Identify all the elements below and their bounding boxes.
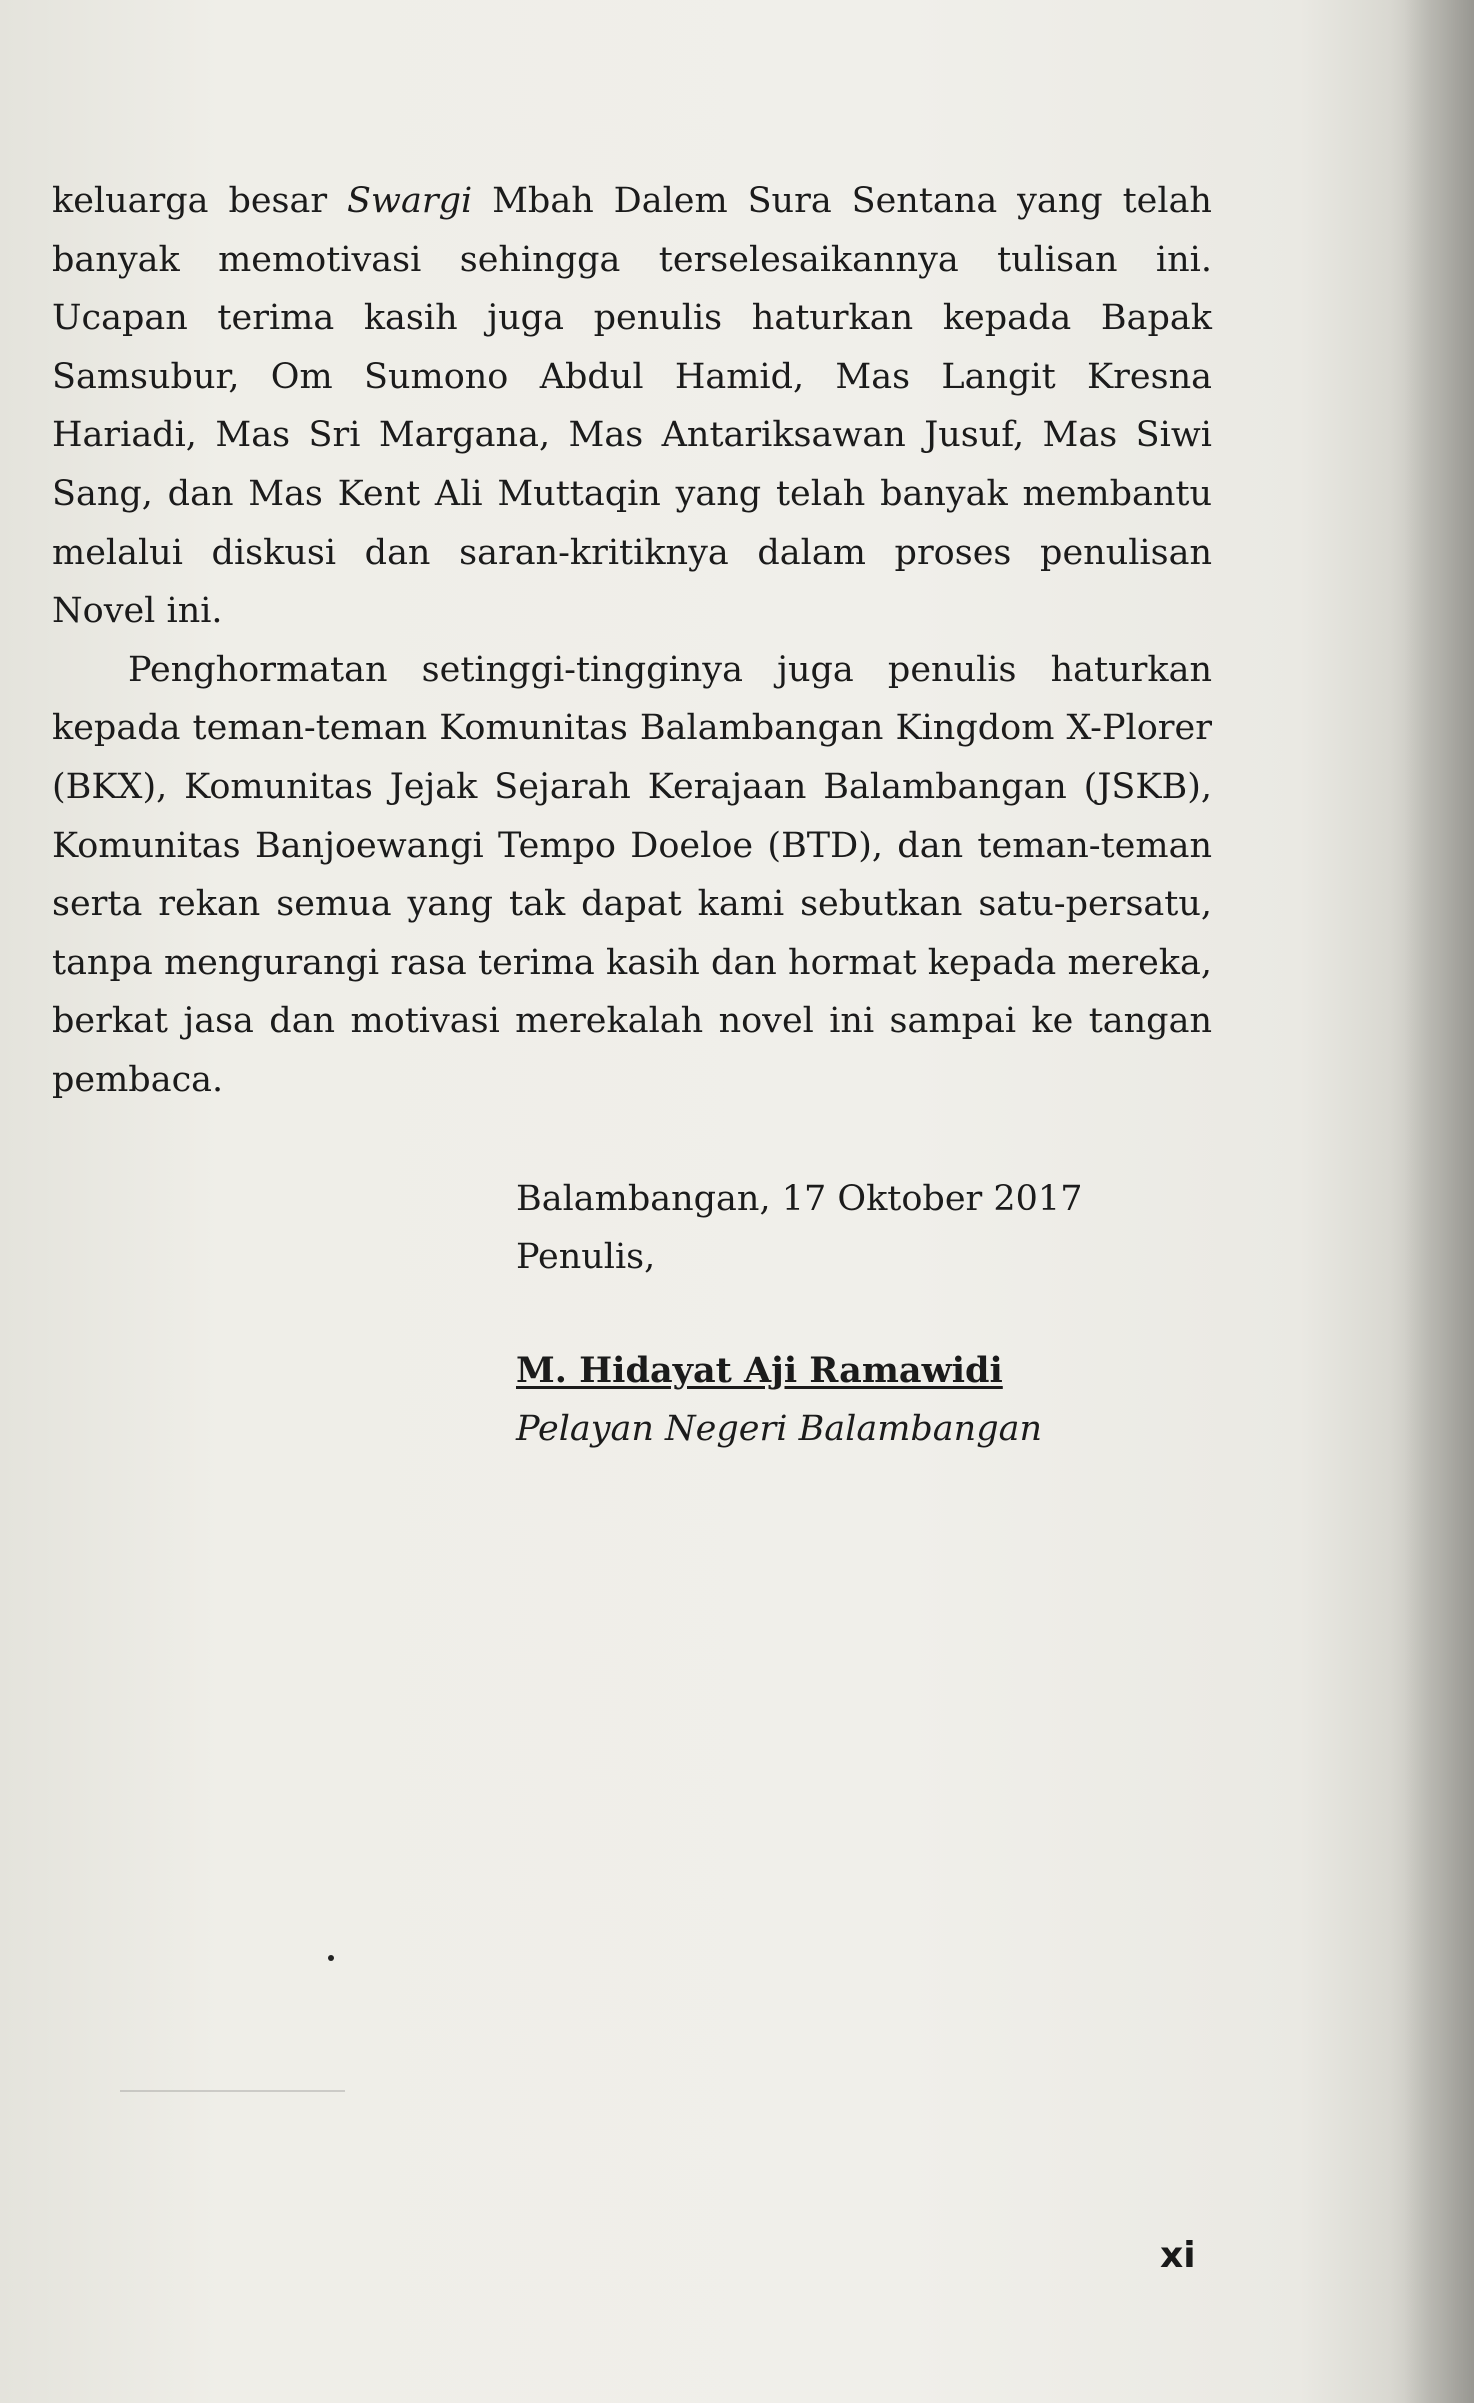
paragraph-1 [52,172,1212,641]
author-label: Penulis, [516,1237,656,1277]
paragraph-1-prefix: keluarga besar [52,181,348,221]
place-date: Balambangan, 17 Oktober 2017 [516,1179,1083,1219]
signature-block [516,1170,1216,1458]
author-title: Pelayan Negeri Balambangan [516,1409,1043,1449]
paragraph-1-italic-word: Swargi [347,181,473,221]
body-text [52,172,1212,1110]
stray-mark [328,1955,334,1961]
paragraph-2: Penghormatan setinggi-tingginya juga penulis haturkan kepada teman-teman Komunitas Balambangan Kingdom X-Plorer (BKX), Komunitas Jejak Sejarah Kerajaan Balambangan (JSKB), Komunitas Banjoewangi Tempo Doeloe (BTD), dan teman-teman serta rekan semua yang tak dapat kami sebutkan satu-persatu, tanpa mengurangi rasa terima kasih dan hormat kepada mereka, berkat jasa dan motivasi merekalah novel ini sampai ke tangan pembaca. [52,649,1212,1100]
author-name: M. Hidayat Aji Ramawidi [516,1350,1003,1391]
footnote-rule [120,2090,345,2092]
page-edge-shadow [1404,0,1474,2403]
page-number: xi [1160,2235,1196,2276]
paragraph-1-text: Mbah Dalem Sura Sentana yang telah banyak memotivasi sehingga terselesaikannya tulisan ini. Ucapan terima kasih juga penulis haturkan kepada Bapak Samsubur, Om Sumono Abdul Hamid, Mas Langit Kresna Hariadi, Mas Sri Margana, Mas Antariksawan Jusuf, Mas Siwi Sang, dan Mas Kent Ali Muttaqin yang telah banyak membantu melalui diskusi dan saran-kritiknya dalam proses penulisan Novel ini. [52,181,1212,632]
